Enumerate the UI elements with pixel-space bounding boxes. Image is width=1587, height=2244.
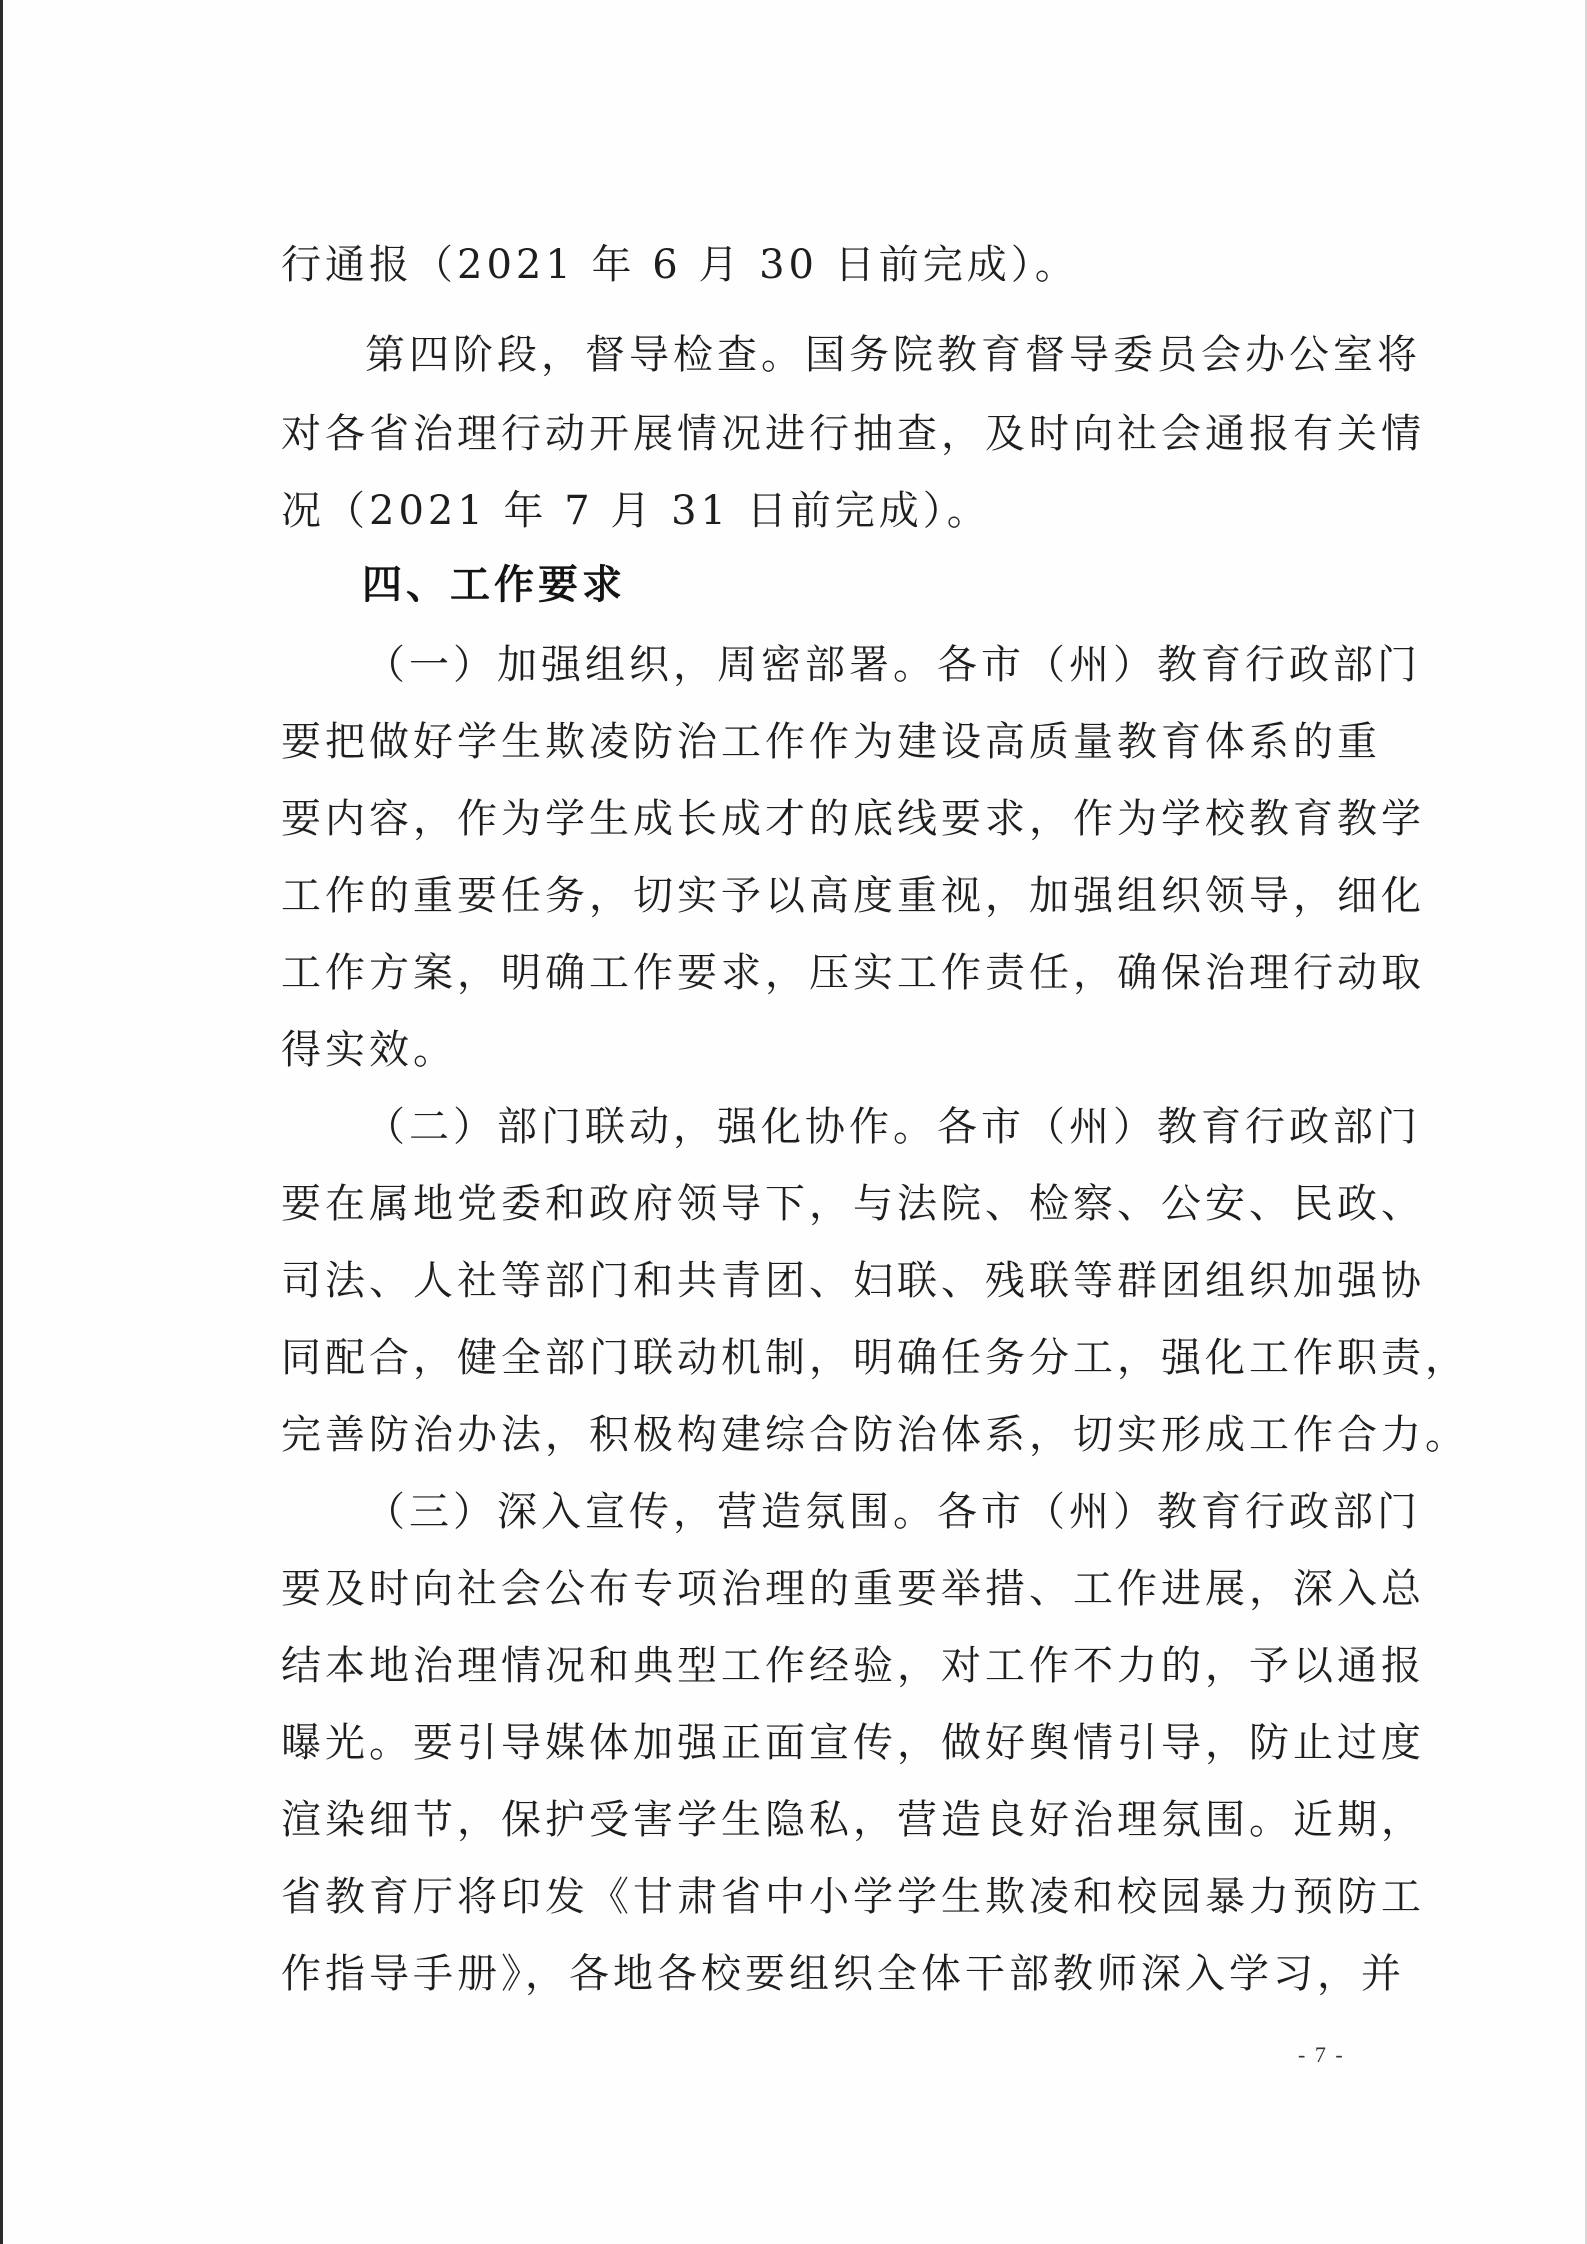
text-line: 要把做好学生欺凌防治工作作为建设高质量教育体系的重 [281,719,1381,765]
page-number: - 7 - [1298,2042,1345,2067]
text-line: 况（2021 年 7 月 31 日前完成）。 [281,488,991,534]
text-line: 司法、人社等部门和共青团、妇联、残联等群团组织加强协 [281,1258,1425,1304]
text-line: 工作方案，明确工作要求，压实工作责任，确保治理行动取 [281,950,1425,996]
text-line: 行通报（2021 年 6 月 30 日前完成）。 [281,242,1079,288]
text-line: 渲染细节，保护受害学生隐私，营造良好治理氛围。近期， [281,1797,1425,1843]
text-line: 要及时向社会公布专项治理的重要举措、工作进展，深入总 [281,1566,1425,1612]
text-line: 完善防治办法，积极构建综合防治体系，切实形成工作合力。 [281,1412,1469,1458]
text-line: 得实效。 [281,1027,457,1073]
text-line: 对各省治理行动开展情况进行抽查，及时向社会通报有关情 [281,411,1425,457]
text-line: 省教育厅将印发《甘肃省中小学学生欺凌和校园暴力预防工 [281,1874,1425,1920]
text-line: 作指导手册》，各地各校要组织全体干部教师深入学习，并 [281,1951,1405,1997]
text-line: （二）部门联动，强化协作。各市（州）教育行政部门 [365,1104,1421,1150]
text-line: 第四阶段，督导检查。国务院教育督导委员会办公室将 [365,332,1421,378]
scan-edge-left [0,0,3,2244]
text-line: （一）加强组织，周密部署。各市（州）教育行政部门 [365,642,1421,688]
text-line: （三）深入宣传，营造氛围。各市（州）教育行政部门 [365,1489,1421,1535]
section-heading: 四、工作要求 [362,562,626,608]
text-line: 要内容，作为学生成长成才的底线要求，作为学校教育教学 [281,796,1425,842]
text-line: 结本地治理情况和典型工作经验，对工作不力的，予以通报 [281,1643,1425,1689]
text-line: 同配合，健全部门联动机制，明确任务分工，强化工作职责， [281,1335,1469,1381]
text-line: 曝光。要引导媒体加强正面宣传，做好舆情引导，防止过度 [281,1720,1425,1766]
text-line: 要在属地党委和政府领导下，与法院、检察、公安、民政、 [281,1181,1425,1227]
text-line: 工作的重要任务，切实予以高度重视，加强组织领导，细化 [281,873,1425,919]
